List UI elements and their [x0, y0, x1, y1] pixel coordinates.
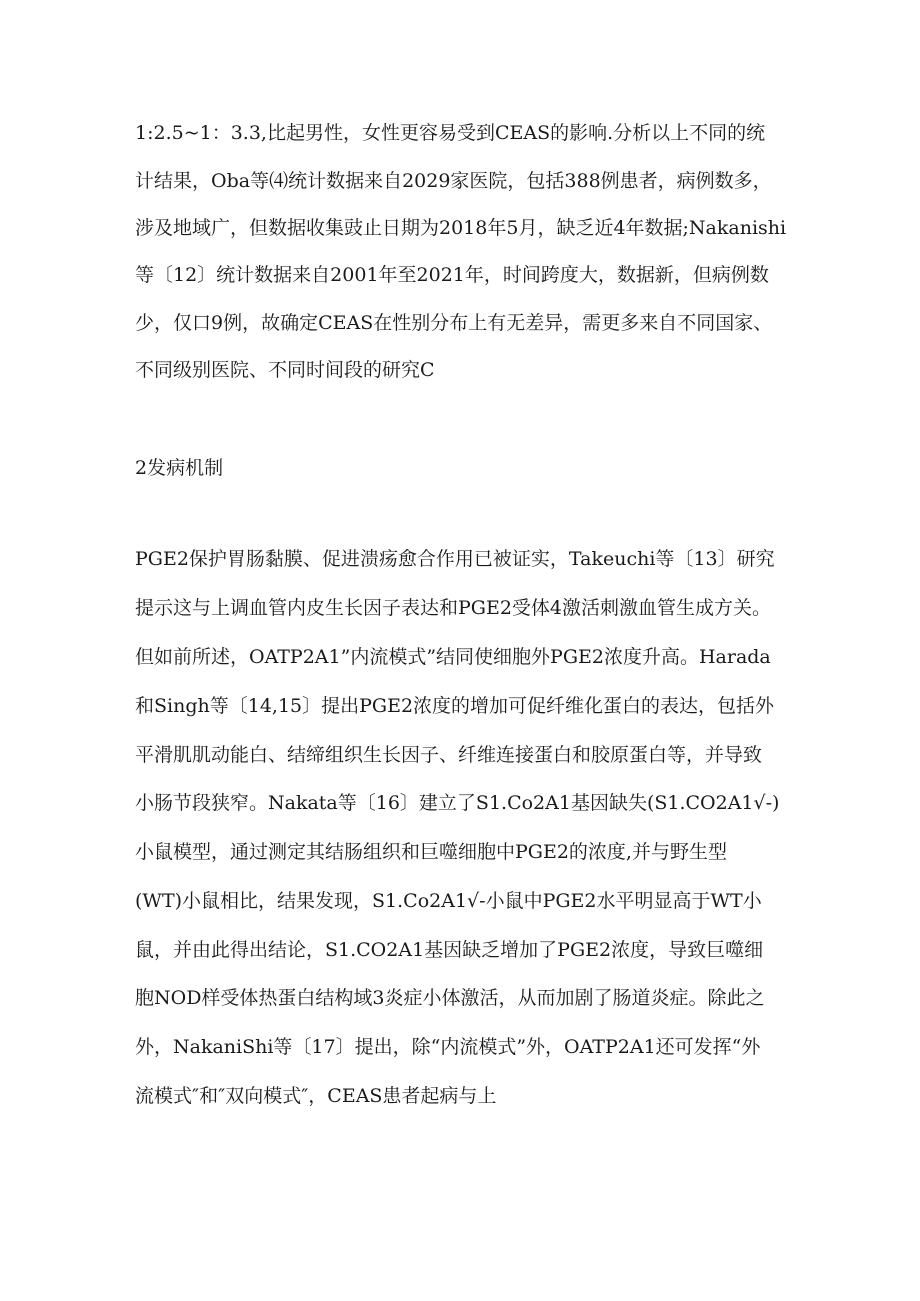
paragraph1-line-5: 少，仅口9例，故确定CEAS在性别分布上有无差异，需更多来自不同国家、: [135, 312, 773, 334]
paragraph2-line-11: 外，NakaniShi等〔17〕提出，除“内流模式”外，OATP2A1还可发挥“外: [135, 1036, 761, 1058]
paragraph2-line-2: 提示这与上调血管内皮生长因子表达和PGE2受体4激活刺激血管生成方关。: [135, 597, 772, 619]
section-heading: 2发病机制: [135, 457, 224, 479]
paragraph2-line-3: 但如前所述，OATP2A1”内流模式”结同使细胞外PGE2浓度升高。Harada: [135, 646, 771, 668]
paragraph2-line-6: 小肠节段狭窄。Nakata等〔16〕建立了S1.Co2A1基因缺失(S1.CO2A1√-): [135, 792, 780, 814]
paragraph1-line-6: 不同级别医院、不同时间段的研究C: [135, 359, 435, 381]
paragraph1-line-4: 等〔12〕统计数据来自2001年至2021年，时间跨度大，数据新，但病例数: [135, 264, 769, 286]
paragraph2-line-4: 和Singh等〔14,15〕提出PGE2浓度的增加可促纤维化蛋白的表达，包括外: [135, 695, 775, 717]
paragraph2-line-10: 胞NOD样受体热蛋白结构域3炎症小体激活，从而加剧了肠道炎症。除此之: [135, 987, 765, 1009]
paragraph2-line-12: 流模式″和″双向模式″，CEAS患者起病与上: [135, 1085, 497, 1107]
paragraph1-line-2: 计结果，Oba等⑷统计数据来自2029家医院，包括388例患者，病例数多，: [135, 170, 772, 192]
paragraph2-line-5: 平滑肌肌动能白、结缔组织生长因子、纤维连接蛋白和胶原蛋白等，并导致: [135, 744, 763, 766]
paragraph2-line-8: (WT)小鼠相比，结果发现，S1.Co2A1√-小鼠中PGE2水平明显高于WT小: [135, 890, 762, 912]
paragraph2-line-7: 小鼠模型，通过测定其结肠组织和巨噬细胞中PGE2的浓度,并与野生型: [135, 841, 727, 863]
paragraph1-line-3: 涉及地域广，但数据收集豉止日期为2018年5月，缺乏近4年数据;Nakanishi: [135, 217, 787, 239]
paragraph1-line-1: 1:2.5~1：3.3,比起男性，女性更容易受到CEAS的影响.分析以上不同的统: [135, 122, 766, 144]
paragraph2-line-9: 鼠，并由此得出结论，S1.CO2A1基因缺乏增加了PGE2浓度，导致巨噬细: [135, 939, 764, 961]
paragraph2-line-1: PGE2保护胃肠黏膜、促进溃疡愈合作用已被证实，Takeuchi等〔13〕研究: [135, 548, 775, 570]
